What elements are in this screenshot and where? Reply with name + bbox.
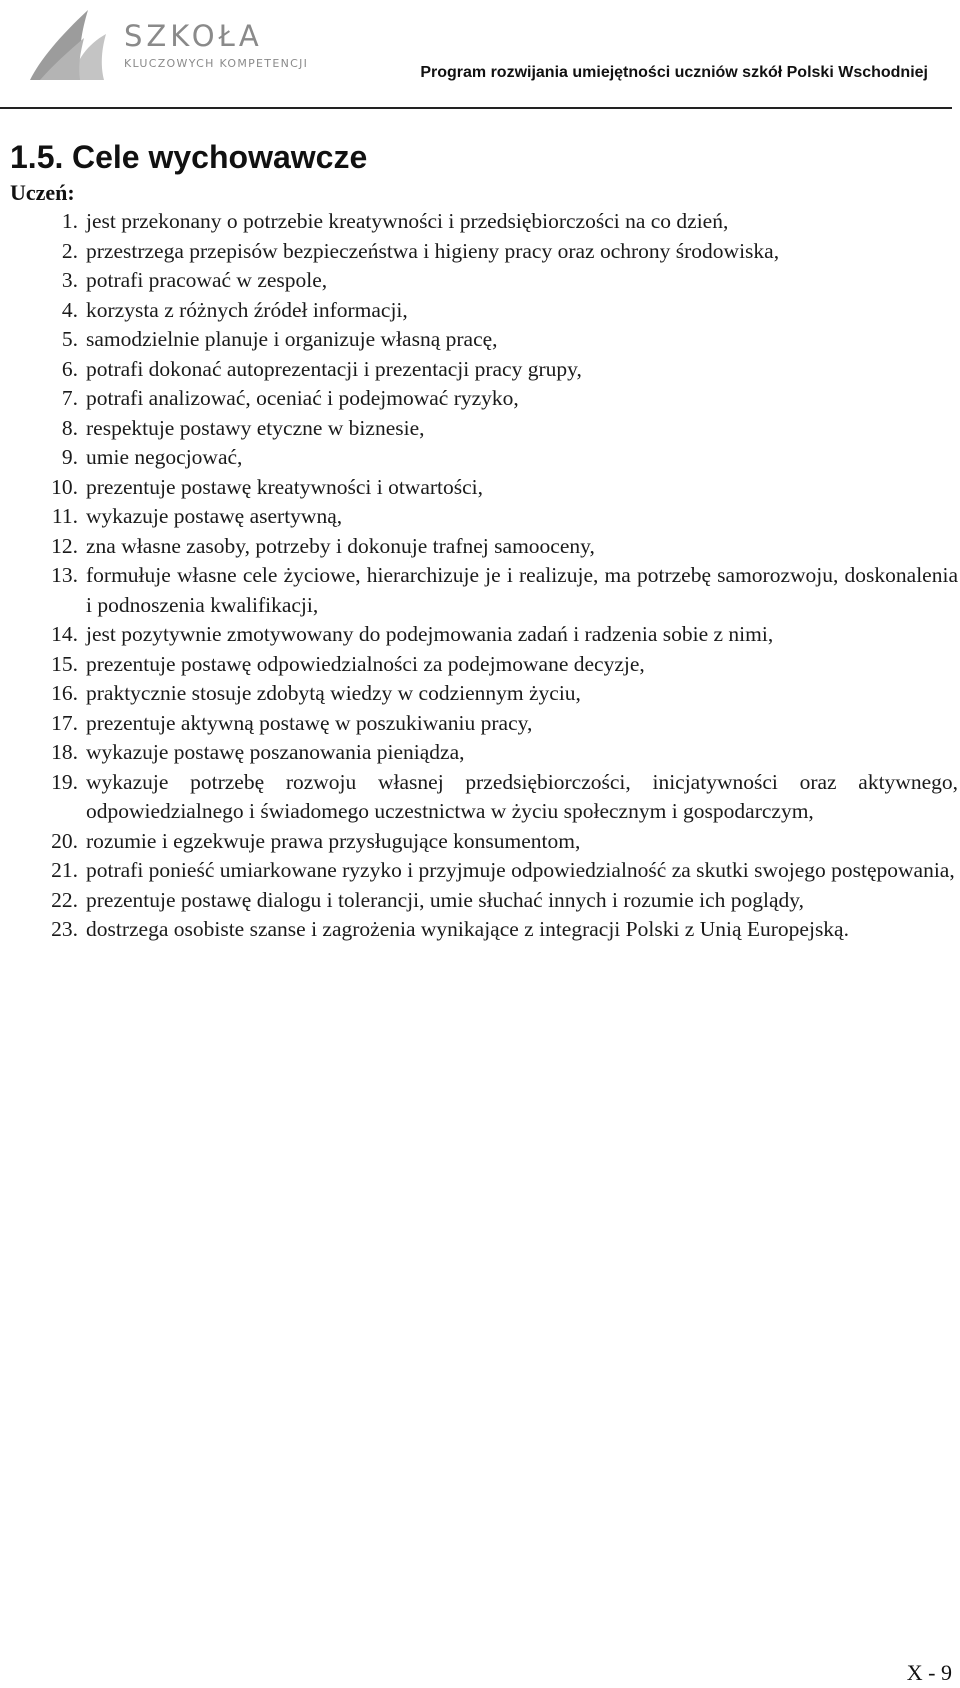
list-item-number: 9. — [61, 445, 78, 469]
list-item-text: potrafi dokonać autoprezentacji i prezentacji pracy grupy, — [86, 356, 582, 381]
page-header — [0, 0, 960, 110]
list-item-number: 15. — [51, 651, 78, 676]
list-item-text: praktycznie stosuje zdobytą wiedzy w codziennym życiu, — [86, 681, 581, 705]
section-number: 1.5. — [10, 139, 64, 175]
list-item-number: 17. — [51, 710, 78, 735]
list-item-number: 4. — [61, 297, 78, 322]
list-item-text: potrafi ponieść umiarkowane ryzyko i przyjmuje odpowiedzialność za skutki swojego postępowania, — [86, 858, 955, 882]
list-item-number: 8. — [61, 415, 78, 440]
list-item — [10, 325, 958, 355]
list-item — [10, 266, 958, 296]
list-item-number: 2. — [61, 238, 78, 263]
list-item-number: 16. — [51, 681, 78, 705]
list-item-number: 13. — [51, 563, 78, 587]
list-item-number: 21. — [51, 858, 78, 882]
list-item-number: 5. — [61, 327, 78, 351]
subject-label: Uczeń: — [10, 180, 75, 205]
list-item-text: umie negocjować, — [86, 445, 243, 469]
list-item-text: prezentuje postawę kreatywności i otwartości, — [86, 474, 484, 499]
logo — [26, 8, 316, 88]
list-item — [10, 473, 958, 503]
section-heading — [10, 136, 958, 178]
list-item — [10, 237, 958, 267]
logo-mountain-icon — [26, 8, 122, 88]
list-item — [10, 915, 958, 945]
logo-name: SZKOŁA — [124, 19, 263, 53]
list-item-text: prezentuje aktywną postawę w poszukiwaniu pracy, — [86, 710, 533, 735]
list-item-number: 19. — [51, 769, 78, 794]
list-item-number: 3. — [61, 268, 78, 292]
list-item-text: wykazuje postawę poszanowania pieniądza, — [86, 740, 465, 764]
list-item — [10, 296, 958, 326]
list-item — [10, 827, 958, 857]
list-item-number: 18. — [51, 740, 78, 764]
list-item — [10, 738, 958, 768]
list-item — [10, 532, 958, 562]
list-item-number: 22. — [51, 887, 78, 912]
list-item-text: wykazuje potrzebę rozwoju własnej przedsiębiorczości, inicjatywności oraz aktywnego, odpowiedzialnego i świadomego uczestnictwa w życiu społecznym i gospodarczym, — [86, 769, 958, 823]
list-item-number: 10. — [51, 474, 78, 499]
list-item-text: dostrzega osobiste szanse i zagrożenia wynikające z integracji Polski z Unią Europejską. — [86, 917, 849, 941]
document-body — [10, 136, 958, 945]
list-item-number: 6. — [61, 356, 78, 381]
page-number: X - 9 — [906, 1660, 952, 1685]
list-item — [10, 443, 958, 473]
list-item — [10, 679, 958, 709]
list-item-number: 23. — [51, 917, 78, 941]
list-item-text: formułuje własne cele życiowe, hierarchizuje je i realizuje, ma potrzebę samorozwoju, doskonalenia i podnoszenia kwalifikacji, — [86, 563, 958, 617]
list-item — [10, 414, 958, 444]
list-item — [10, 620, 958, 650]
list-item-text: wykazuje postawę asertywną, — [86, 504, 343, 528]
list-item-text: korzysta z różnych źródeł informacji, — [86, 297, 408, 322]
list-item-number: 7. — [61, 386, 78, 410]
list-item-text: prezentuje postawę dialogu i tolerancji, umie słuchać innych i rozumie ich poglądy, — [86, 887, 805, 912]
list-item-number: 14. — [51, 622, 78, 646]
list-item-text: rozumie i egzekwuje prawa przysługujące konsumentom, — [86, 828, 581, 853]
list-item — [10, 355, 958, 385]
list-item-text: prezentuje postawę odpowiedzialności za podejmowane decyzje, — [86, 651, 645, 676]
header-divider — [0, 107, 952, 109]
list-item — [10, 768, 958, 827]
list-item — [10, 886, 958, 916]
list-item-number: 1. — [61, 209, 78, 233]
list-item-number: 20. — [51, 828, 78, 853]
list-item — [10, 502, 958, 532]
list-item-text: samodzielnie planuje i organizuje własną pracę, — [86, 327, 498, 351]
section-title: Cele wychowawcze — [72, 139, 368, 175]
list-item — [10, 561, 958, 620]
list-item-text: jest przekonany o potrzebie kreatywności i przedsiębiorczości na co dzień, — [86, 209, 729, 233]
list-item-text: potrafi pracować w zespole, — [86, 268, 328, 292]
program-title: Program rozwijania umiejętności uczniów szkół Polski Wschodniej — [420, 64, 928, 81]
goals-list — [10, 207, 958, 945]
list-item — [10, 856, 958, 886]
logo-tagline: KLUCZOWYCH KOMPETENCJI — [124, 57, 309, 70]
list-item — [10, 207, 958, 237]
list-item-text: przestrzega przepisów bezpieczeństwa i higieny pracy oraz ochrony środowiska, — [86, 238, 780, 263]
list-item — [10, 650, 958, 680]
list-item-number: 11. — [51, 504, 78, 528]
list-item-text: potrafi analizować, oceniać i podejmować ryzyko, — [86, 386, 519, 410]
list-item-text: respektuje postawy etyczne w biznesie, — [86, 415, 425, 440]
list-item — [10, 384, 958, 414]
list-item-text: jest pozytywnie zmotywowany do podejmowania zadań i radzenia sobie z nimi, — [86, 622, 774, 646]
list-item-number: 12. — [51, 533, 78, 558]
list-item-text: zna własne zasoby, potrzeby i dokonuje trafnej samooceny, — [86, 533, 595, 558]
list-item — [10, 709, 958, 739]
